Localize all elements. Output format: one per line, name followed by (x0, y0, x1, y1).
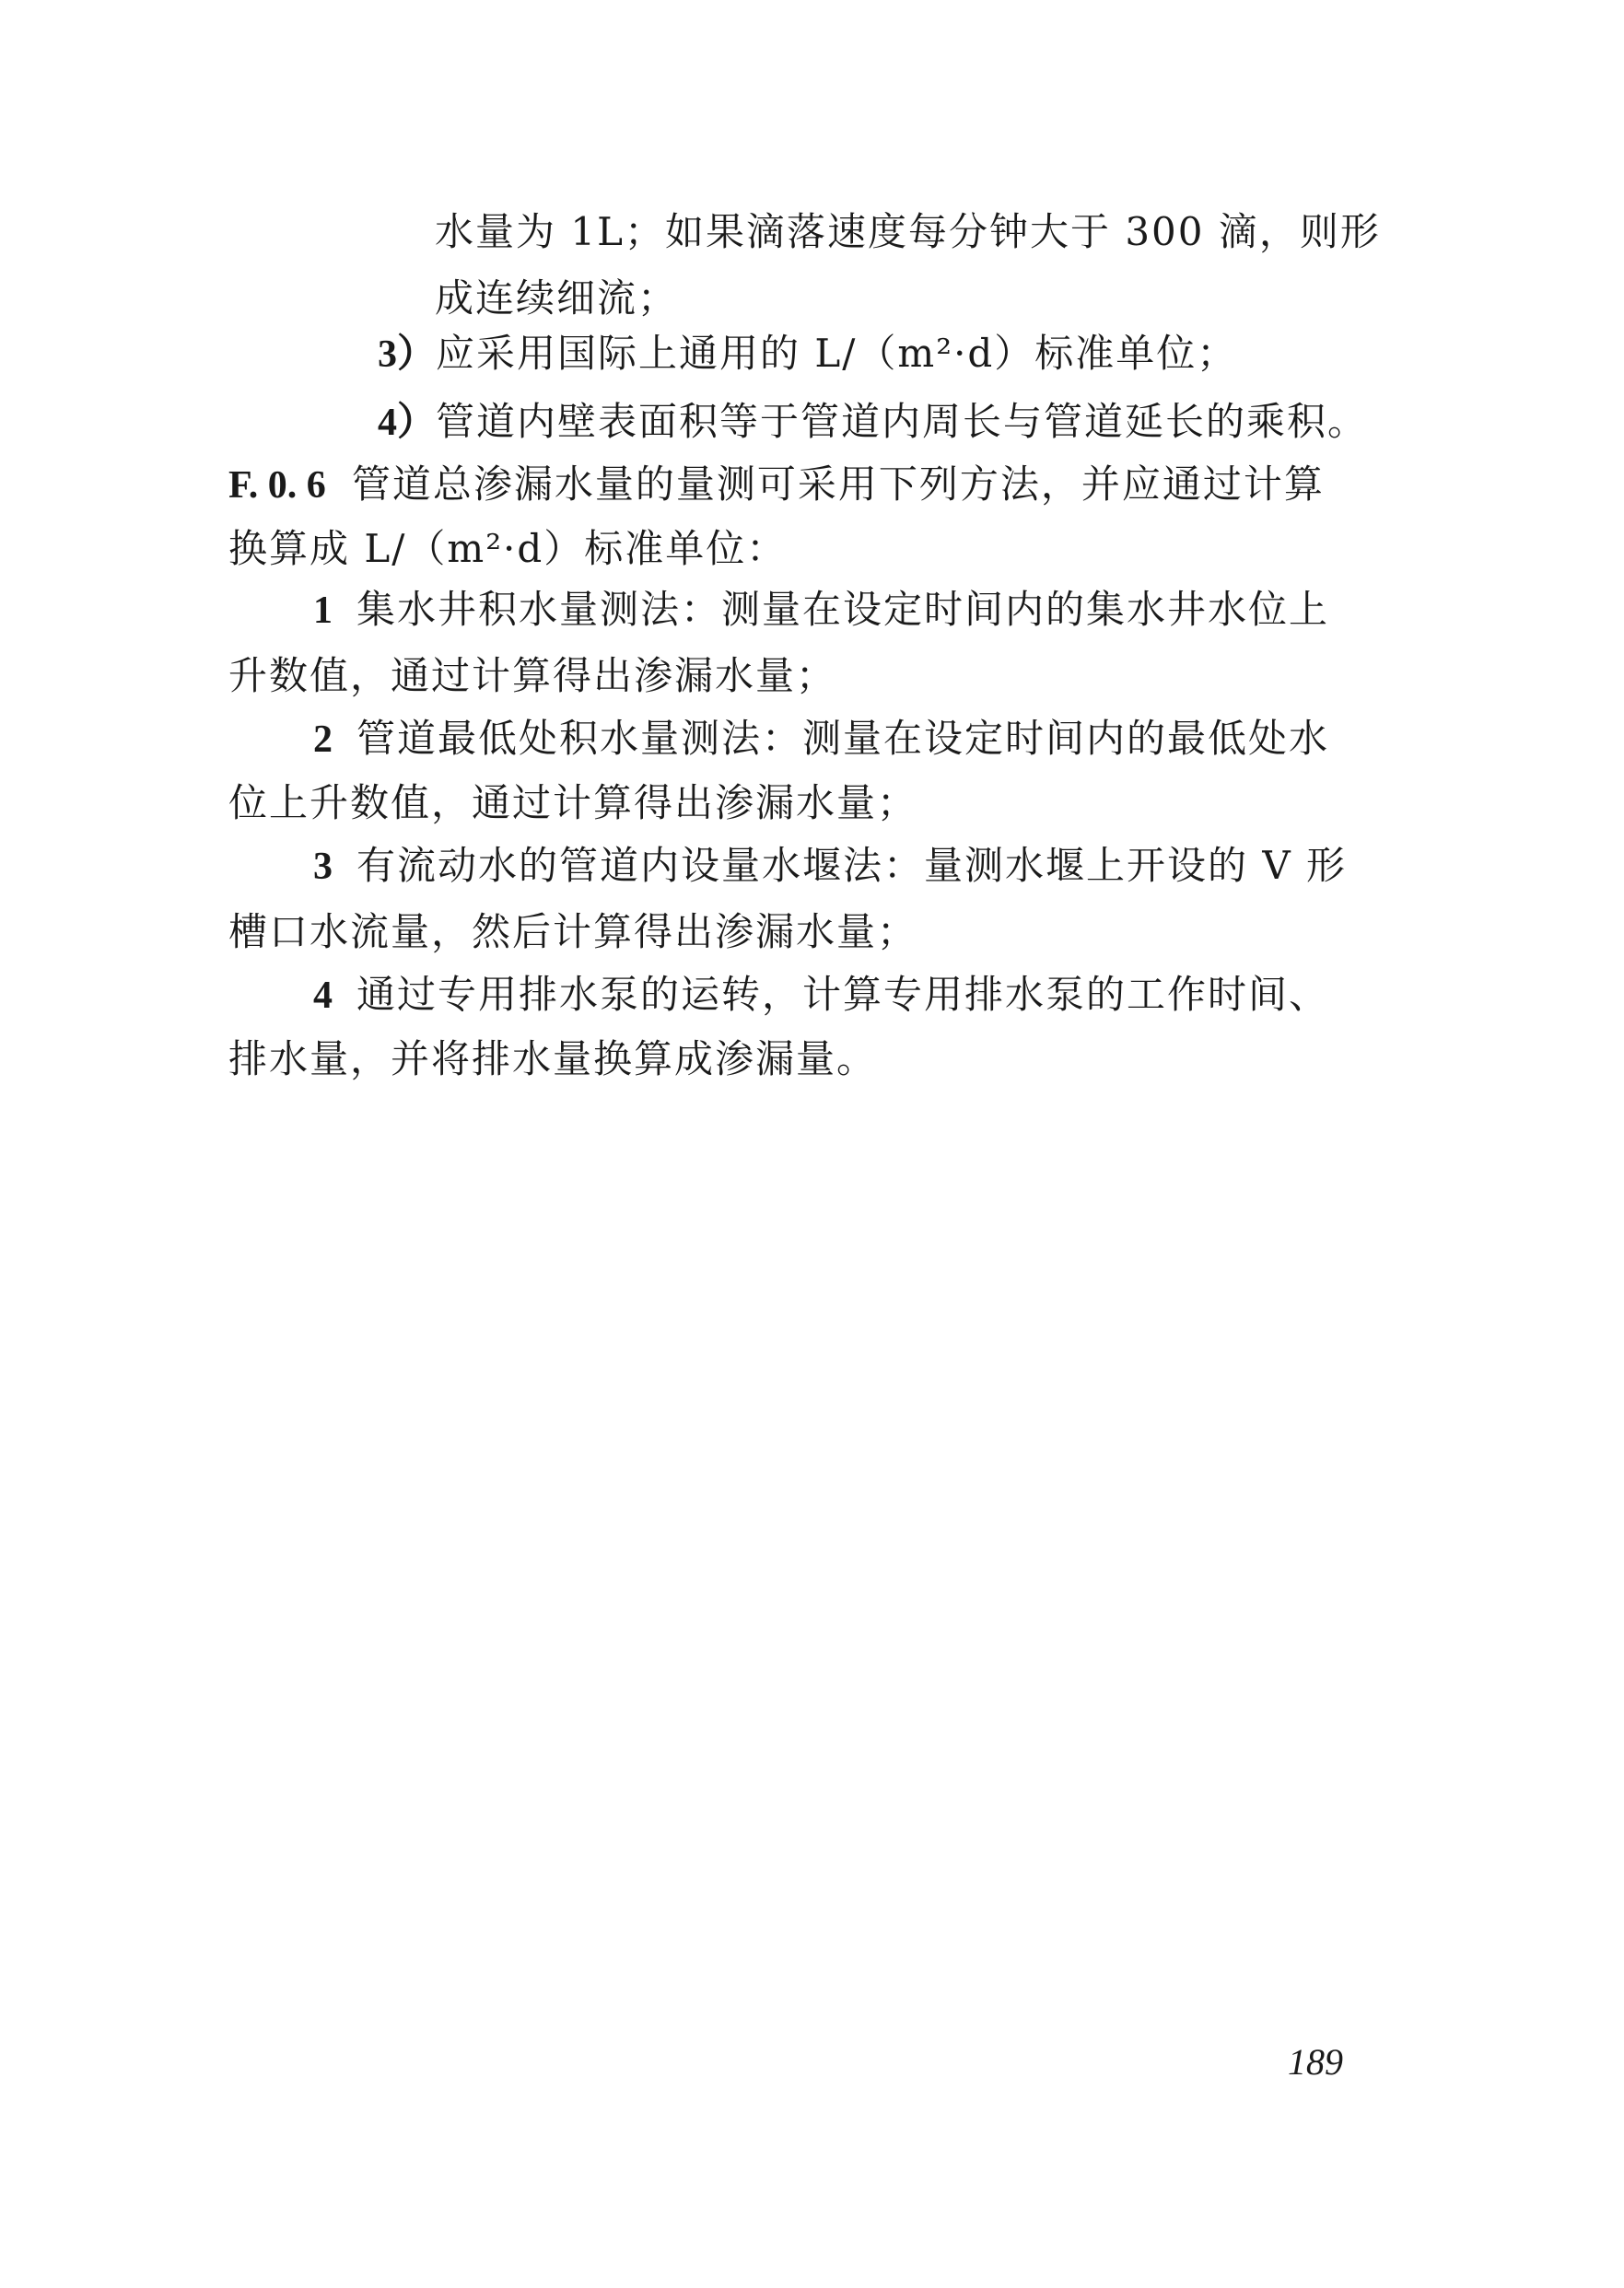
list-item-3 (378, 326, 1237, 382)
text-content: 集水井积水量测法：测量在设定时间内的集水井水位上 (356, 587, 1330, 632)
item-marker: 3） (378, 333, 437, 376)
text-content: 应采用国际上通用的 L/（m²·d）标准单位； (436, 331, 1238, 376)
item-marker: 4 (313, 975, 333, 1017)
text-content: 升数值，通过计算得出渗漏水量； (228, 653, 837, 698)
method-1-line-2 (228, 648, 836, 704)
text-line-continuation-1 (435, 204, 1381, 260)
method-4-line-2 (228, 1032, 877, 1087)
text-content: 通过专用排水泵的运转，计算专用排水泵的工作时间、 (356, 972, 1330, 1017)
text-content: 换算成 L/（m²·d）标准单位： (228, 526, 788, 571)
item-marker: 1 (313, 590, 333, 632)
text-content: 水量为 1L；如果滴落速度每分钟大于 300 滴，则形 (435, 209, 1381, 254)
text-content: 槽口水流量，然后计算得出渗漏水量； (228, 909, 918, 954)
method-2-line-1 (313, 711, 1329, 767)
clause-heading-line (228, 457, 1325, 513)
method-3-line-1 (313, 838, 1347, 894)
method-2-line-2 (228, 776, 917, 831)
item-marker: 4） (378, 402, 437, 444)
text-content: 管道内壁表面积等于管道内周长与管道延长的乘积。 (436, 399, 1369, 444)
text-content: 管道最低处积水量测法：测量在设定时间内的最低处水 (356, 716, 1330, 761)
method-1-line-1 (313, 582, 1329, 638)
list-item-4 (378, 394, 1368, 450)
item-marker: 2 (313, 718, 333, 761)
clause-continuation-line (228, 521, 787, 577)
clause-number: F. 0. 6 (228, 464, 326, 507)
method-4-line-1 (313, 967, 1329, 1023)
page-number: 189 (1288, 2041, 1343, 2083)
text-content: 成连续细流； (435, 275, 679, 321)
text-content: 管道总渗漏水量的量测可采用下列方法，并应通过计算 (351, 461, 1325, 507)
item-marker: 3 (313, 846, 333, 888)
method-3-line-2 (228, 905, 917, 960)
text-content: 位上升数值，通过计算得出渗漏水量； (228, 780, 918, 825)
text-line-continuation-2 (435, 271, 678, 326)
text-content: 排水量，并将排水量换算成渗漏量。 (228, 1036, 878, 1081)
text-content: 有流动水的管道内设量水堰法：量测水堰上开设的 V 形 (356, 843, 1348, 888)
